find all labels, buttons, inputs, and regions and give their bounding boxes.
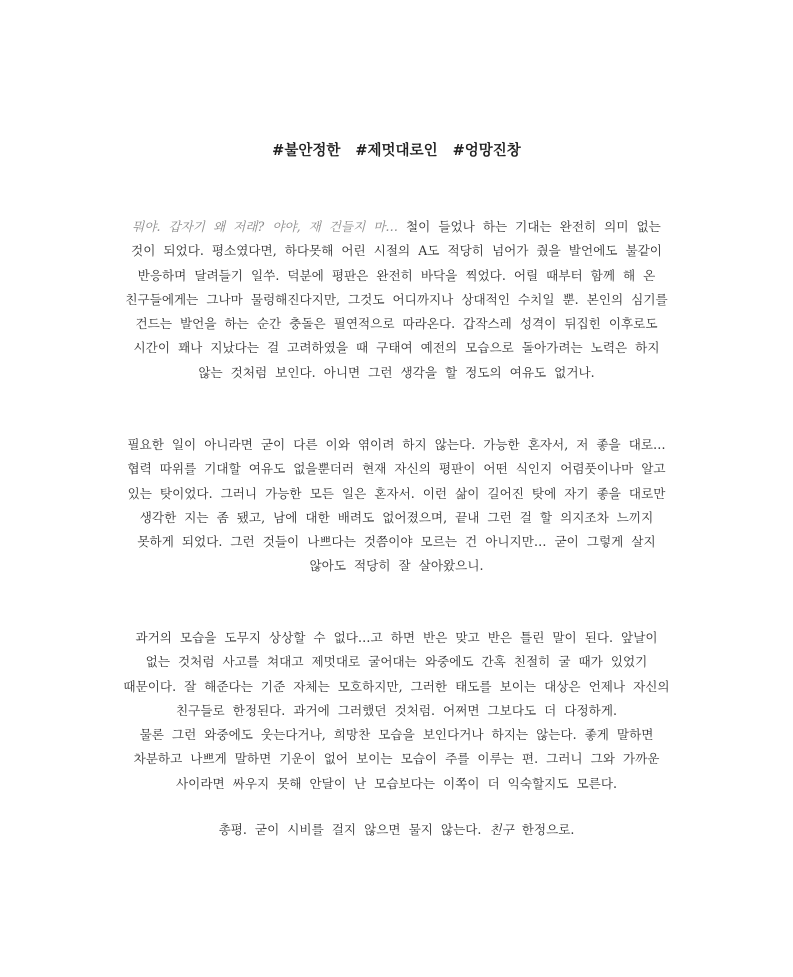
italic-quote: 뭐야. 갑자기 왜 저래? 야야, 재 건들지 마… <box>132 219 398 234</box>
text-line: 사이라면 싸우지 못해 안달이 난 모습보다는 이쪽이 더 익숙할지도 모른다. <box>176 775 617 791</box>
text-line: 않는 것처럼 보인다. 아니면 그런 생각을 할 정도의 여유도 없거나. <box>198 364 595 380</box>
summary-paragraph <box>84 818 709 842</box>
text-line: 과거의 모습을 도무지 상상할 수 없다…고 하면 반은 맞고 반은 틀린 말이 된다. 앞날이 <box>135 630 658 645</box>
text-line: 생각한 지는 좀 됐고, 남에 대한 배려도 없어졌으며, 끝내 그런 걸 할 의지조차 느끼지 <box>139 509 654 525</box>
text-line: 건드는 발언을 하는 순간 충돌은 필연적으로 따라온다. 갑작스레 성격이 뒤집힌 이후로도 <box>135 316 658 332</box>
text-line: 차분하고 나쁘게 말하면 기운이 없어 보이는 모습이 주를 이루는 편. 그러니 그와 가까운 <box>133 751 660 767</box>
text-line: 필요한 일이 아니라면 굳이 다른 이와 엮이려 하지 않는다. 가능한 혼자서, 저 좋을 대로… <box>127 437 666 452</box>
text-line: 시간이 꽤나 지났다는 걸 고려하였을 때 구태여 예전의 모습으로 돌아가려는 노력은 하지 <box>133 340 660 356</box>
hashtag-title: #불안정한 #제멋대로인 #엉망진창 <box>272 142 521 159</box>
text-line: 협력 따위를 기대할 여유도 없을뿐더러 현재 자신의 평판이 어떤 식인지 어렴풋이나마 알고 <box>127 461 666 477</box>
text-segment: 철이 들었나 하는 기대는 완전히 의미 없는 <box>398 219 661 234</box>
text-line: 못하게 되었다. 그런 것들이 나쁘다는 것쯤이야 모르는 건 아니지만… 굳이 그렇게 살지 <box>137 534 656 550</box>
text-line: 것이 되었다. 평소였다면, 하다못해 어린 시절의 A도 적당히 넘어가 줬을 발언에도 불같이 <box>131 243 662 259</box>
text-line <box>84 818 709 842</box>
text-line: 친구들로 한정된다. 과거에 그러했던 것처럼. 어쩌면 그보다도 더 다정하게. <box>175 702 617 718</box>
paragraph-3 <box>84 626 709 796</box>
text-line: 있는 탓이었다. 그러니 가능한 모든 일은 혼자서. 이런 삶이 길어진 탓에 자기 좋을 대로만 <box>127 485 666 501</box>
text-line: 않아도 적당히 잘 살아왔으니. <box>309 558 484 574</box>
text-line: 반응하며 달려들기 일쑤. 덕분에 평판은 완전히 바닥을 찍었다. 어릴 때부터 함께 해 온 <box>137 267 656 283</box>
text-line <box>84 215 709 239</box>
text-line: 때문이다. 잘 해준다는 기준 자체는 모호하지만, 그러한 태도를 보이는 대상은 언제나 자신의 <box>123 678 670 694</box>
text-line: 없는 것처럼 사고를 쳐대고 제멋대로 굴어대는 와중에도 간혹 친절히 굴 때가 있었기 <box>145 654 648 670</box>
text-line: 친구들에게는 그나마 물렁해진다지만, 그것도 어디까지나 상대적인 수치일 뿐. 본인의 심기를 <box>125 291 668 307</box>
text-segment: 한정으로. <box>513 822 575 837</box>
paragraph-1 <box>84 215 709 385</box>
text-line: 물론 그런 와중에도 웃는다거나, 희망찬 모습을 보인다거나 하지는 않는다. 좋게 말하면 <box>139 727 654 743</box>
text-segment: 총평. 굳이 시비를 걸지 않으면 물지 않는다. <box>218 822 490 837</box>
italic-word: 친구 <box>489 822 514 837</box>
paragraph-2 <box>84 433 709 579</box>
